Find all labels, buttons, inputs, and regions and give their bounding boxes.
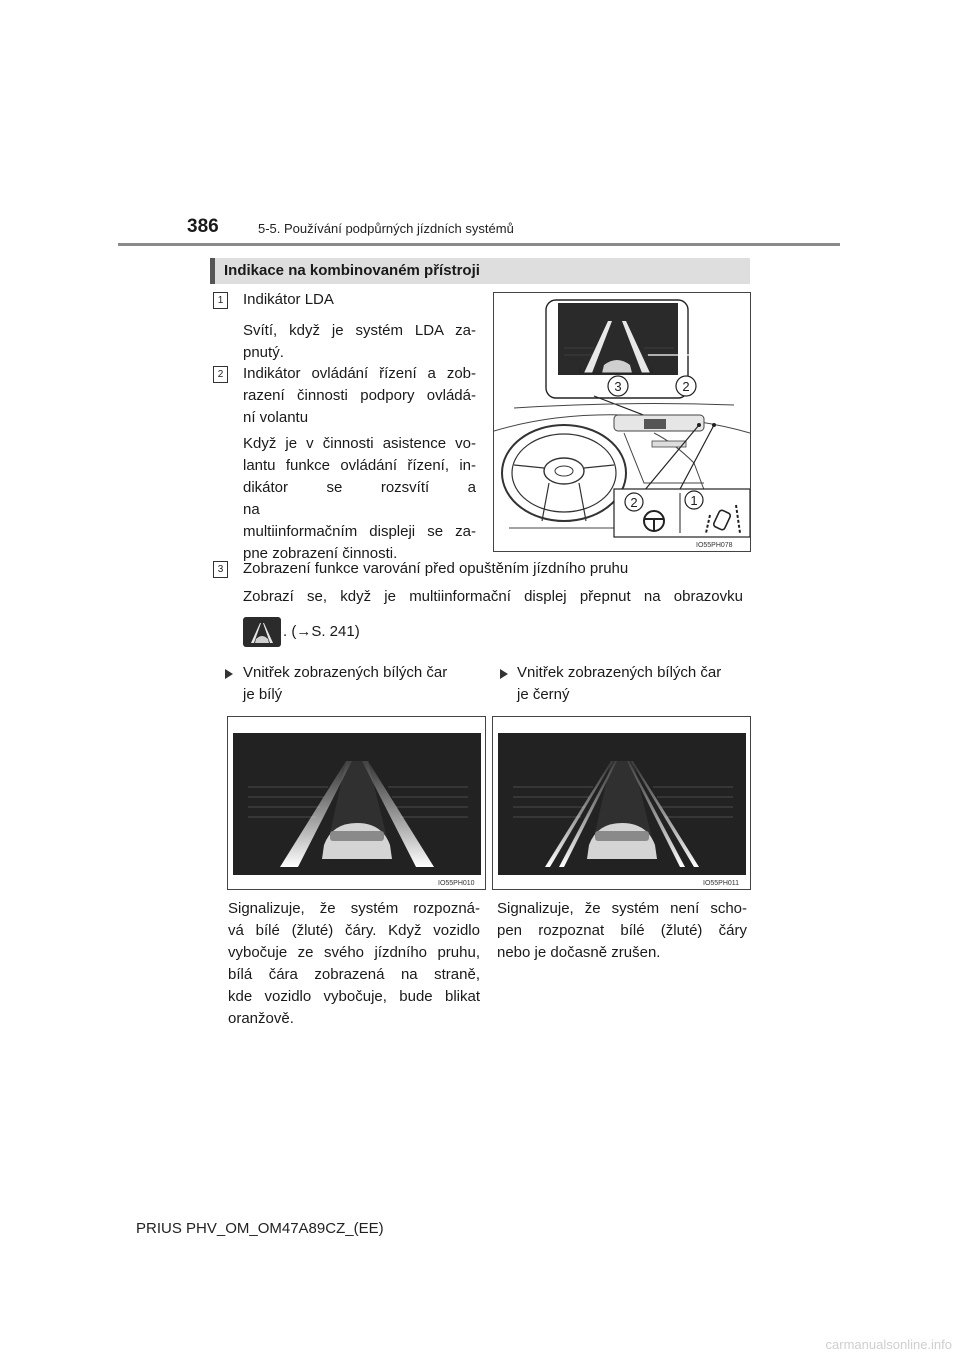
item-number-2: 2 — [213, 366, 228, 383]
page-number: 386 — [187, 216, 219, 237]
item-2-title — [243, 363, 476, 429]
dashboard-illustration — [494, 293, 750, 551]
item-2-description — [243, 433, 476, 565]
section-heading-text: Indikace na kombinovaném přístroji — [224, 262, 480, 279]
text-line: vá bílé (žluté) čáry. Když vozidlo — [228, 922, 480, 939]
item-3-title: Zobrazení funkce varování před opuštěním jízdního pruhu — [243, 560, 629, 577]
text-line: pen rozpoznat bílé (žluté) čáry — [497, 922, 747, 939]
text-line: razení činnosti podpory ovládá- — [243, 387, 476, 404]
text-line: kde vozidlo vybočuje, bude blikat — [228, 988, 480, 1005]
text-line: pnutý. — [243, 344, 284, 361]
variant-2-caption — [497, 898, 747, 964]
variant-1-figure — [227, 716, 486, 890]
callout-3-top-text: 3 — [614, 379, 622, 394]
callout-2-top-text: 2 — [682, 379, 690, 394]
variant-2-figure — [492, 716, 751, 890]
text-line: oranžově. — [228, 1010, 294, 1027]
section-title: 5-5. Používání podpůrných jízdních systémů — [258, 221, 514, 236]
item-number-1: 1 — [213, 292, 228, 309]
text-line: pne zobrazení činnosti. — [243, 545, 398, 562]
variant-1-label — [243, 662, 447, 706]
item-1-title: Indikátor LDA — [243, 291, 334, 308]
text-line: lantu funkce ovládání řízení, in- — [243, 457, 476, 474]
section-heading — [210, 258, 750, 284]
text-line: ní volantu — [243, 409, 309, 426]
text-line: Signalizuje, že systém není scho- — [497, 900, 747, 917]
header-rule — [118, 243, 840, 246]
text-line: Indikátor ovládání řízení a zob- — [243, 365, 476, 382]
item-1-description — [243, 320, 476, 364]
item-3-description: Zobrazí se, když je multiinformační displej přepnut na obrazovku — [243, 588, 743, 605]
steering-hub — [544, 458, 584, 484]
bullet-icon — [225, 669, 233, 679]
figure-code: IO55PH078 — [696, 542, 733, 549]
variant-1-caption — [228, 898, 480, 1030]
figure-code: IO55PH010 — [438, 880, 475, 887]
figure-code: IO55PH011 — [703, 880, 740, 887]
text-line: Když je v činnosti asistence vo- — [243, 435, 476, 452]
text-line: je bílý — [243, 686, 283, 703]
text-line: vybočuje ze svého jízdního pruhu, — [228, 944, 480, 961]
text-line: dikátor se rozsvítí a na — [243, 479, 476, 518]
variant-2-label — [517, 662, 721, 706]
text-line: Vnitřek zobrazených bílých čar — [243, 664, 448, 681]
text-line: multiinformačním displeji se za- — [243, 523, 476, 540]
black-lines-display — [493, 717, 750, 889]
watermark: carmanualsonline.info — [825, 1337, 952, 1352]
item-3-ref — [243, 614, 360, 650]
text-line: nebo je dočasně zrušen. — [497, 944, 661, 961]
item-3-ref-text: . (→S. 241) — [283, 623, 360, 640]
dashboard-figure — [493, 292, 751, 552]
item-number-3: 3 — [213, 561, 228, 578]
document-code-footer: PRIUS PHV_OM_OM47A89CZ_(EE) — [136, 1220, 384, 1237]
lane-display-icon — [243, 617, 281, 647]
text-line: bílá čára zobrazená na straně, — [228, 966, 480, 983]
white-lines-display — [228, 717, 485, 889]
text-line: Svítí, když je systém LDA za- — [243, 322, 476, 339]
heading-accent — [210, 258, 215, 284]
text-line: je černý — [517, 686, 570, 703]
bullet-icon — [500, 669, 508, 679]
callout-2-bottom-text: 2 — [630, 495, 638, 510]
callout-1-bottom-text: 1 — [690, 493, 698, 508]
text-line: Vnitřek zobrazených bílých čar — [517, 664, 722, 681]
text-line: Signalizuje, že systém rozpozná- — [228, 900, 480, 917]
